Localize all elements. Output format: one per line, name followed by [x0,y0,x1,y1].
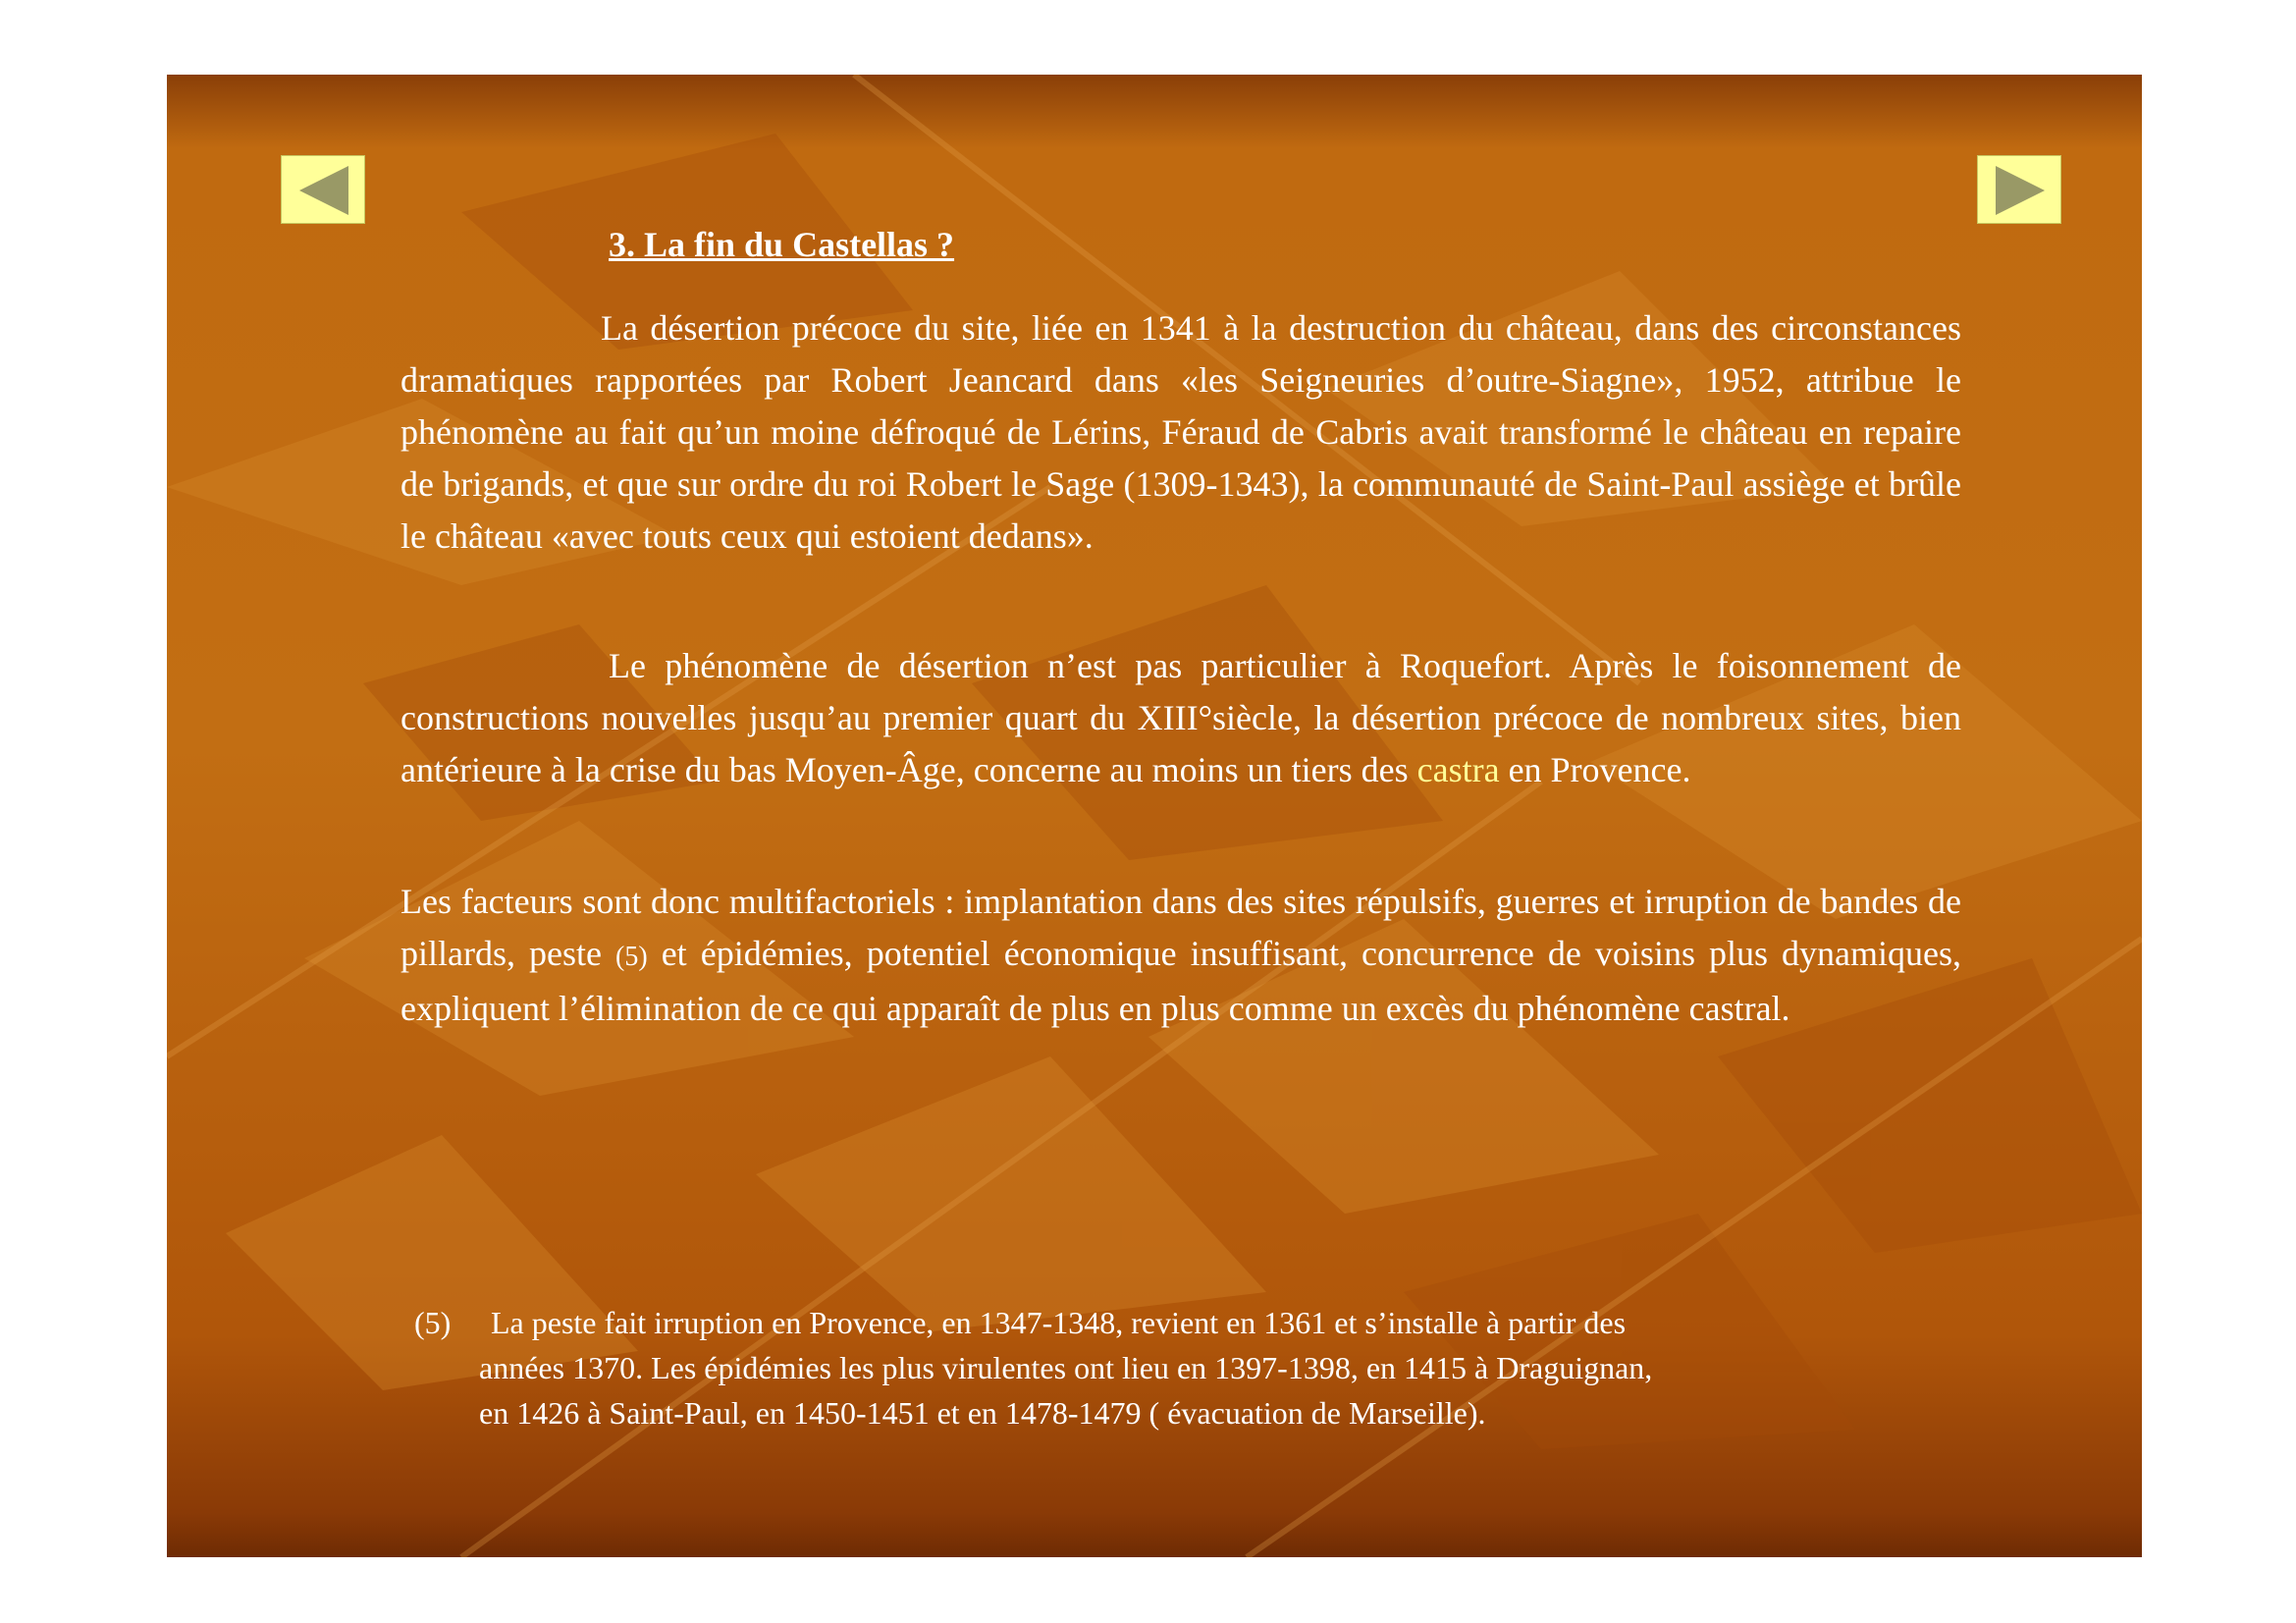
paragraph-factors-end: et épidémies, potentiel économique insuffisant, concurrence de voisins plus dynamiques, expliquent l’élimination de ce qui apparaît de plus en plus comme un excès du phénomène castral. [400,934,1961,1028]
paragraph-phenomenon-end: en Provence. [1499,750,1691,789]
previous-slide-button[interactable] [281,155,365,224]
footnote-number: (5) [414,1305,452,1340]
footnote-line-3: en 1426 à Saint-Paul, en 1450-1451 et en 1478-1479 ( évacuation de Marseille). [479,1395,1486,1431]
castra-highlight: castra [1416,750,1500,789]
paragraph-desertion: La désertion précoce du site, liée en 1341 à la destruction du château, dans des circonstances dramatiques rapportées par Robert Jeancard dans «les Seigneuries d’outre-Siagne», 1952, attribue le phénomène au fait qu’un moine défroqué de Lérins, Féraud de Cabris avait transformé le château en repaire de brigands, et que sur ordre du roi Robert le Sage (1309-1343), la communauté de Saint-Paul assiège et brûle le château «avec touts ceux qui estoient dedans». [400,308,1961,556]
footnote-reference: (5) [615,942,648,972]
right-arrow-icon [1978,156,2062,225]
paragraph-phenomenon-text: Le phénomène de désertion n’est pas particulier à Roquefort. Après le foisonnement de constructions nouvelles jusqu’au premier quart du XIII°siècle, la désertion précoce de nombreux sites, bien antérieure à la crise du bas Moyen-Âge, concerne au moins un tiers des [400,646,1961,789]
paragraph-factors [400,876,1961,1035]
footnote [414,1300,1896,1435]
paragraph-factors-text: Les facteurs sont donc multifactoriels : implantation dans des sites répulsifs, guerres et irruption de bandes de pillards, peste [400,882,1961,973]
next-slide-button[interactable] [1977,155,2061,224]
footnote-line-1: La peste fait irruption en Provence, en 1347-1348, revient en 1361 et s’installe à partir des [491,1305,1627,1340]
left-arrow-icon [282,156,366,225]
footnote-line-2: années 1370. Les épidémies les plus virulentes ont lieu en 1397-1398, en 1415 à Draguignan, [479,1350,1653,1385]
paragraph-phenomenon [400,640,1961,796]
slide [167,75,2142,1557]
section-heading: 3. La fin du Castellas ? [609,225,955,264]
